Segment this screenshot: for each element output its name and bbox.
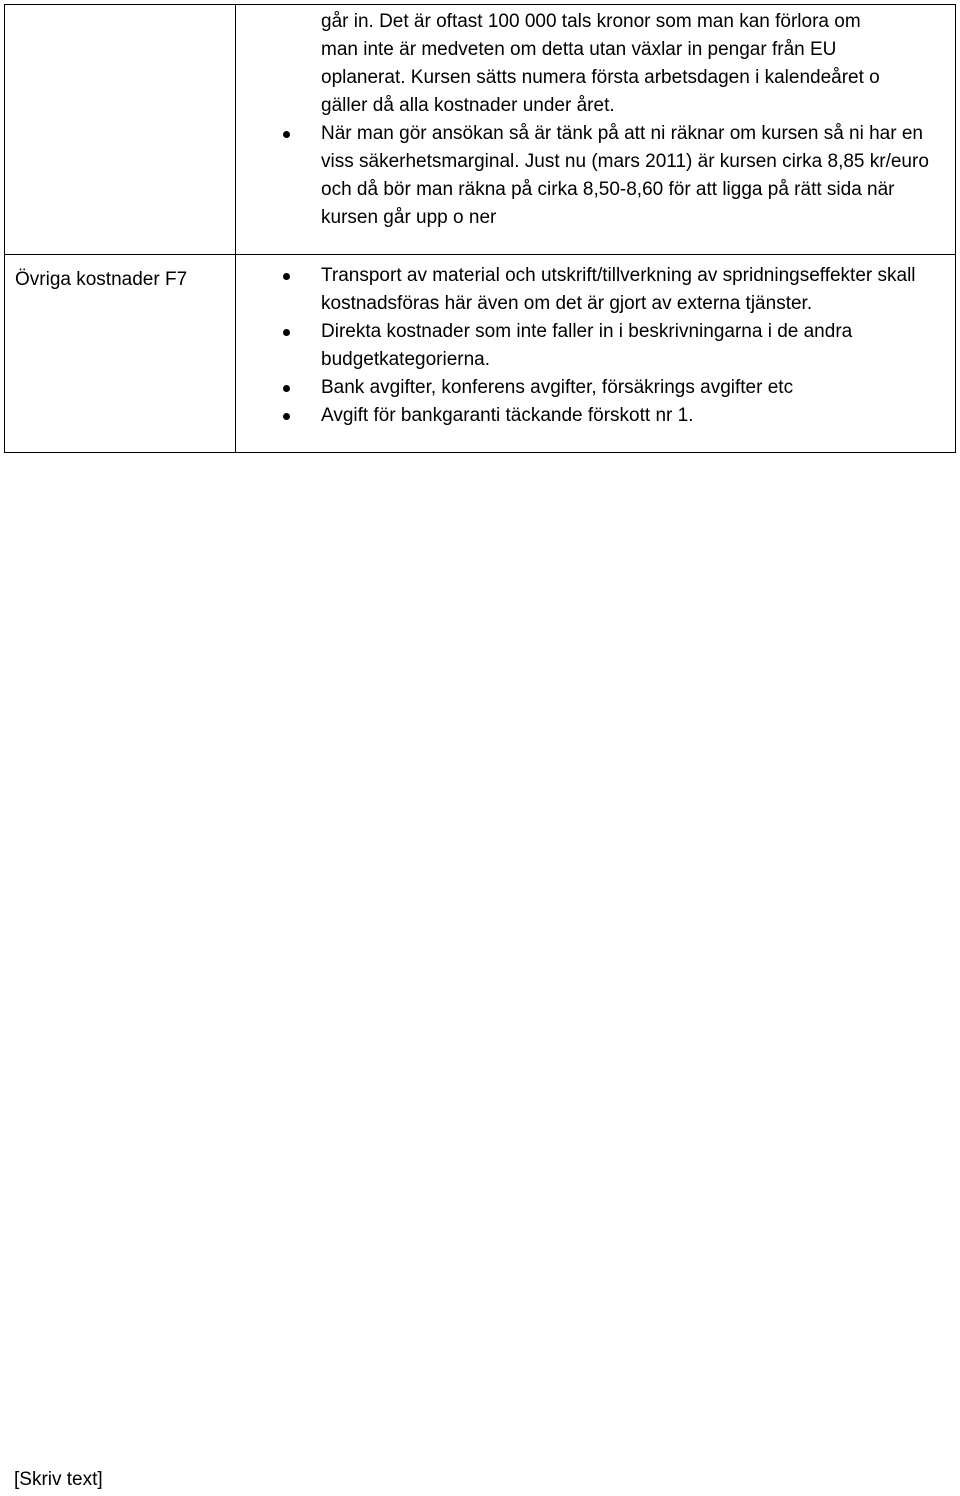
list-item-text: Bank avgifter, konferens avgifter, försäkrings avgifter etc	[321, 377, 794, 398]
continuation-line: man inte är medveten om detta utan växlar in pengar från EU	[321, 39, 837, 60]
list-item	[236, 318, 947, 374]
table-row	[5, 5, 956, 255]
label-cell	[5, 5, 236, 255]
bullet-icon	[283, 385, 290, 392]
continuation-line: oplanerat. Kursen sätts numera första arbetsdagen i kalendeåret o	[321, 67, 880, 88]
label-cell	[5, 255, 236, 453]
list-item-text: Transport av material och utskrift/tillverkning av spridningseffekter skall kostnadsföras här även om det är gjort av externa tjänster.	[321, 265, 916, 314]
row-label: Övriga kostnader F7	[15, 269, 188, 290]
list-item	[236, 120, 947, 232]
list-item-text: Avgift för bankgaranti täckande förskott nr 1.	[321, 405, 694, 426]
content-cell	[236, 255, 956, 453]
list-item	[236, 262, 947, 318]
list-item	[236, 374, 947, 402]
list-item-text: Direkta kostnader som inte faller in i beskrivningarna i de andra budgetkategorierna.	[321, 321, 853, 370]
bullet-icon	[283, 131, 290, 138]
bullet-icon	[283, 329, 290, 336]
table-row	[5, 255, 956, 453]
list-item	[236, 402, 947, 430]
bullet-icon	[283, 273, 290, 280]
bullet-icon	[283, 413, 290, 420]
continuation-line: går in. Det är oftast 100 000 tals kronor som man kan förlora om	[321, 11, 861, 32]
budget-table	[4, 4, 956, 453]
row-label	[5, 5, 235, 10]
content-cell	[236, 5, 956, 255]
page-footer: [Skriv text]	[14, 1469, 103, 1490]
list-item-text: När man gör ansökan så är tänk på att ni räknar om kursen så ni har en viss säkerhetsmarginal. Just nu (mars 2011) är kursen cirka 8,85 kr/euro och då bör man räkna på cirka 8,50-8,60 för att ligga på rätt sida när kursen går upp o ner	[321, 123, 929, 228]
continuation-line: gäller då alla kostnader under året.	[321, 95, 615, 116]
bullet-list	[236, 262, 947, 430]
bullet-list	[236, 120, 947, 232]
